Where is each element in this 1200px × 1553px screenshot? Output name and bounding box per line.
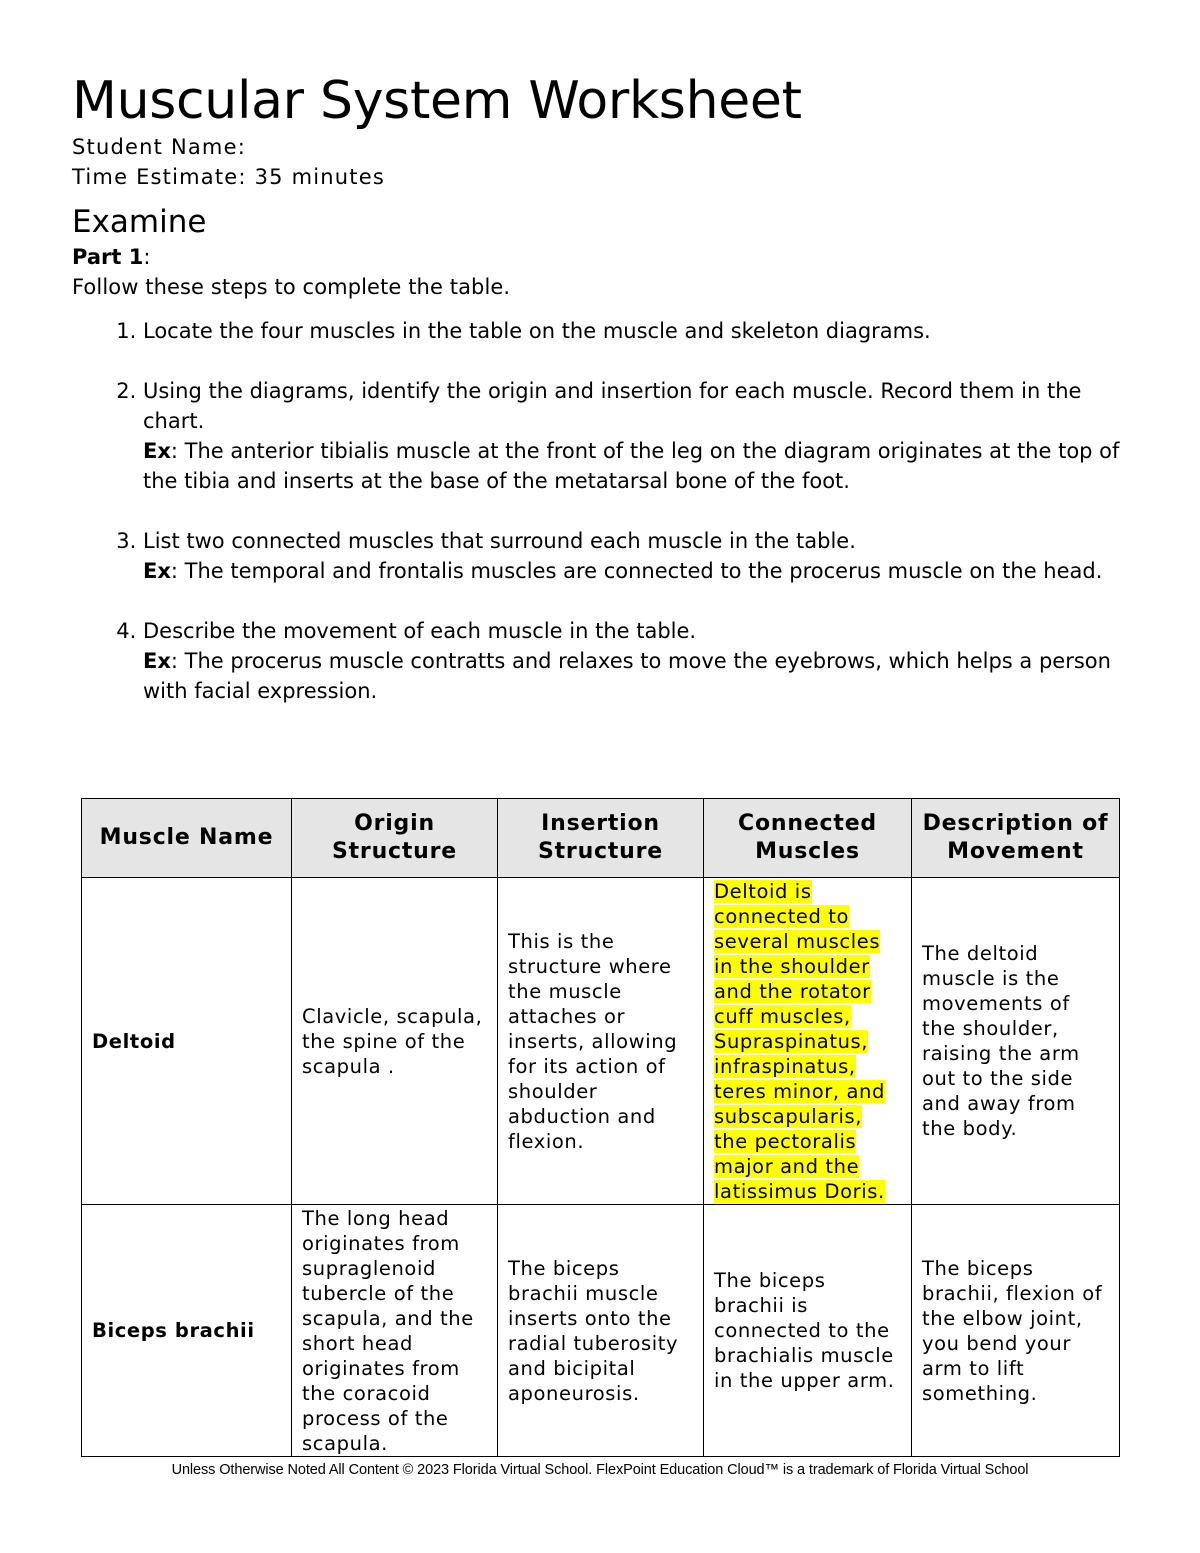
header-connected-muscles: Connected Muscles — [704, 799, 912, 878]
movement-cell: The deltoid muscle is the movements of the shoulder, raising the arm out to the side and away from the body. — [912, 878, 1120, 1205]
muscle-name-cell: Deltoid — [82, 878, 292, 1205]
steps-list — [72, 316, 1122, 706]
connected-cell — [704, 878, 912, 1205]
part-label-text: Part 1 — [72, 245, 144, 269]
example-text: : The temporal and frontalis muscles are connected to the procerus muscle on the head. — [170, 559, 1103, 583]
highlighted-answer: Deltoid is connected to several muscles in the shoulder and the rotator cuff muscles, Supraspinatus, infraspinatus, teres minor, and subscapularis, the pectoralis major and the latissimus Doris. — [714, 879, 885, 1203]
example-label: Ex — [143, 649, 171, 673]
part-label — [72, 242, 1122, 272]
time-estimate: Time Estimate: 35 minutes — [72, 165, 385, 189]
copyright-footer: Unless Otherwise Noted All Content © 2023 Florida Virtual School. FlexPoint Education Cloud™ is a trademark of Florida Virtual School — [171, 1462, 1029, 1478]
step-item — [143, 376, 1122, 496]
page-title: Muscular System Worksheet — [72, 71, 802, 131]
example-text: : The procerus muscle contratts and relaxes to move the eyebrows, which helps a person with facial expression. — [143, 649, 1111, 703]
header-origin-structure: Origin Structure — [292, 799, 498, 878]
instructions-intro: Follow these steps to complete the table. — [72, 275, 511, 299]
step-text: Locate the four muscles in the table on the muscle and skeleton diagrams. — [143, 319, 931, 343]
student-name-label: Student Name: — [72, 135, 246, 159]
step-item — [143, 526, 1122, 586]
origin-cell: Clavicle, scapula, the spine of the scapula . — [292, 878, 498, 1205]
muscle-name-cell: Biceps brachii — [82, 1205, 292, 1457]
movement-cell: The biceps brachii, flexion of the elbow joint, you bend your arm to lift something. — [912, 1205, 1120, 1457]
step-item — [143, 616, 1122, 706]
table-row — [82, 878, 1120, 1205]
header-insertion-structure: Insertion Structure — [498, 799, 704, 878]
part-label-colon: : — [143, 245, 151, 269]
worksheet-page — [72, 70, 1122, 736]
origin-cell: The long head originates from supraglenoid tubercle of the scapula, and the short head originates from the coracoid process of the scapula. — [292, 1205, 498, 1457]
step-text: Describe the movement of each muscle in the table. — [143, 619, 697, 643]
header-description-of-movement: Description of Movement — [912, 799, 1120, 878]
example-label: Ex — [143, 439, 171, 463]
muscle-table — [81, 798, 1120, 1457]
table-row — [82, 1205, 1120, 1457]
insertion-cell: This is the structure where the muscle attaches or inserts, allowing for its action of shoulder abduction and flexion. — [498, 878, 704, 1205]
section-heading: Examine — [72, 204, 207, 240]
example-label: Ex — [143, 559, 171, 583]
table-header-row — [82, 799, 1120, 878]
step-item — [143, 316, 1122, 346]
insertion-cell: The biceps brachii muscle inserts onto the radial tuberosity and bicipital aponeurosis. — [498, 1205, 704, 1457]
connected-cell: The biceps brachii is connected to the brachialis muscle in the upper arm. — [704, 1205, 912, 1457]
example-text: : The anterior tibialis muscle at the front of the leg on the diagram originates at the top of the tibia and inserts at the base of the metatarsal bone of the foot. — [143, 439, 1120, 493]
step-text: Using the diagrams, identify the origin and insertion for each muscle. Record them in the chart. — [143, 379, 1082, 433]
step-text: List two connected muscles that surround each muscle in the table. — [143, 529, 856, 553]
header-muscle-name: Muscle Name — [82, 799, 292, 878]
